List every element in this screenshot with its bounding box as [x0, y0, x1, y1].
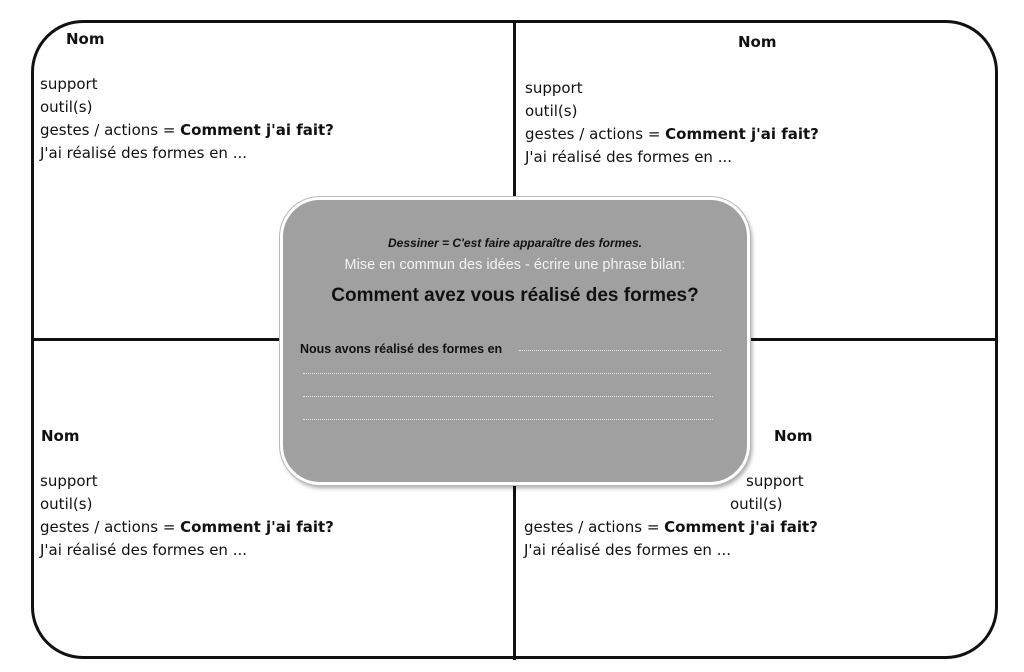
prompt-text: Nous avons réalisé des formes en — [300, 342, 503, 356]
gestes-question: Comment j'ai fait? — [665, 125, 819, 143]
realise-label: J'ai réalisé des formes en ... — [525, 148, 733, 166]
realise-label: J'ai réalisé des formes en ... — [524, 541, 732, 559]
answer-line-4[interactable] — [303, 419, 713, 420]
center-summary-box — [280, 197, 750, 485]
quadrant-bottom-left — [40, 470, 334, 562]
name-label-bottom-right: Nom — [774, 427, 813, 445]
gestes-prefix: gestes / actions = — [525, 125, 666, 143]
outils-label: outil(s) — [40, 495, 93, 513]
outils-label: outil(s) — [525, 102, 578, 120]
answer-line-2[interactable] — [303, 373, 711, 374]
outils-label: outil(s) — [730, 495, 783, 513]
gestes-question: Comment j'ai fait? — [180, 121, 334, 139]
support-label: support — [40, 472, 98, 490]
instruction-text: Mise en commun des idées - écrire une phrase bilan: — [344, 257, 686, 273]
quadrant-top-right — [525, 77, 819, 169]
gestes-question: Comment j'ai fait? — [180, 518, 334, 536]
support-label: support — [40, 75, 98, 93]
gestes-line — [40, 516, 334, 539]
name-label-top-left: Nom — [66, 30, 105, 48]
definition-text: Dessiner = C'est faire apparaître des formes. — [388, 236, 642, 250]
realise-label: J'ai réalisé des formes en ... — [40, 541, 248, 559]
realise-label: J'ai réalisé des formes en ... — [40, 144, 248, 162]
gestes-question: Comment j'ai fait? — [664, 518, 818, 536]
name-label-top-right: Nom — [738, 33, 777, 51]
support-label: support — [746, 472, 804, 490]
support-label: support — [525, 79, 583, 97]
question-heading: Comment avez vous réalisé des formes? — [331, 285, 699, 306]
gestes-prefix: gestes / actions = — [40, 518, 181, 536]
gestes-line — [524, 516, 824, 539]
quadrant-top-left — [40, 73, 334, 165]
gestes-line — [40, 119, 334, 142]
answer-line-1[interactable] — [519, 350, 721, 351]
gestes-prefix: gestes / actions = — [524, 518, 665, 536]
name-label-bottom-left: Nom — [41, 427, 80, 445]
outils-label: outil(s) — [40, 98, 93, 116]
answer-line-3[interactable] — [303, 396, 713, 397]
gestes-prefix: gestes / actions = — [40, 121, 181, 139]
gestes-line — [525, 123, 819, 146]
